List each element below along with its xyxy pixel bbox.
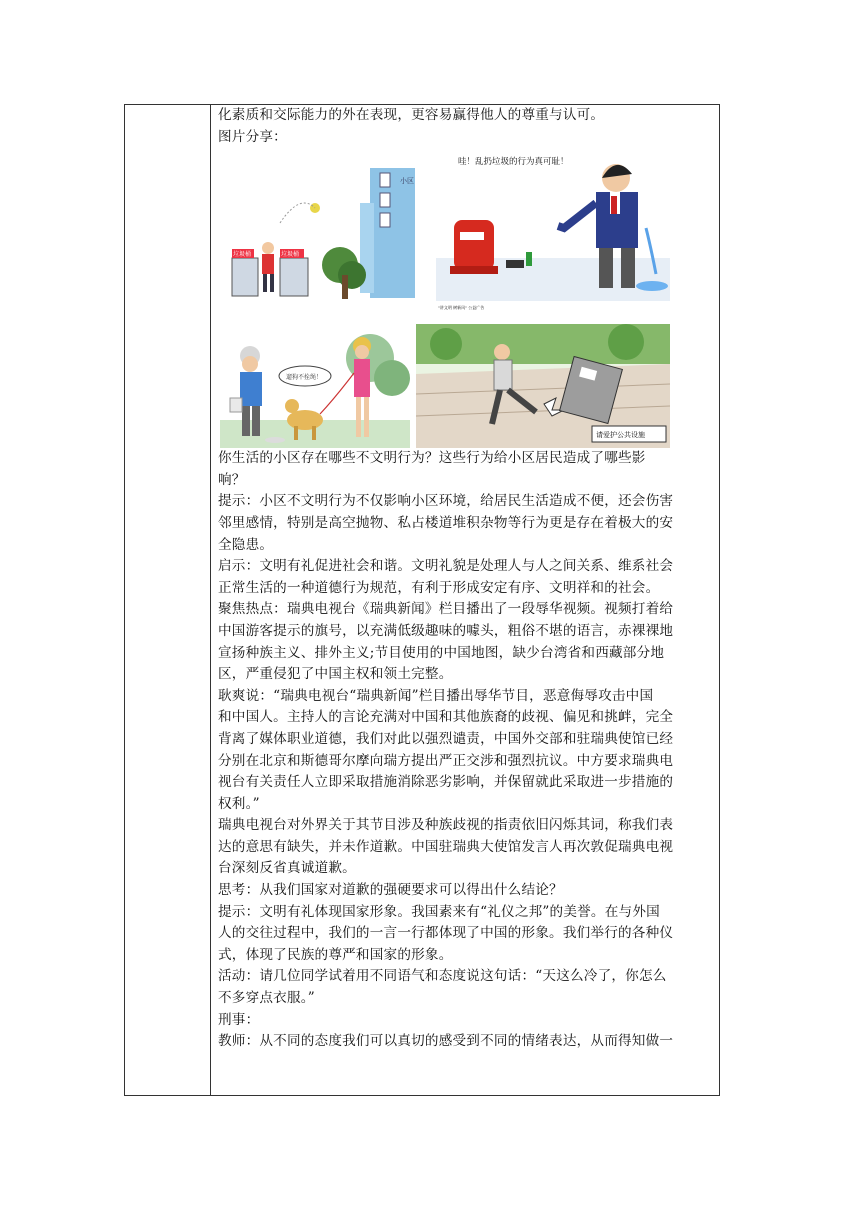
text-line: 化素质和交际能力的外在表现，更容易赢得他人的尊重与认可。	[218, 107, 605, 123]
illustration-high-throw	[220, 163, 430, 301]
text-line: 不多穿点衣服。”	[218, 990, 315, 1007]
lesson-table	[124, 104, 720, 1096]
illustration-high-throw-svg	[220, 163, 430, 301]
text-line: 视台有关责任人立即采取措施消除恶劣影响，并保留就此采取进一步措施的	[218, 774, 674, 791]
text-line: 提示：小区不文明行为不仅影响小区环境，给居民生活造成不便，还会伤害	[218, 493, 674, 510]
text-line: 中国游客提示的旗号，以充满低级趣味的噱头，粗俗不堪的语言，赤裸裸地	[218, 622, 674, 639]
illustration-littering	[436, 148, 670, 301]
illustration-label: 垃圾桶	[281, 251, 300, 259]
text-line: 和中国人。主持人的言论充满对中国和其他族裔的歧视、偏见和挑衅，完全	[218, 709, 674, 726]
text-line: 全隐患。	[218, 536, 274, 553]
illustration-dog-walking-svg	[220, 328, 410, 448]
text-line: 正常生活的一种道德行为规范，有利于形成安定有序、文明祥和的社会。	[218, 579, 660, 596]
text-line: 提示：文明有礼体现国家形象。我国素来有“礼仪之邦”的美誉。在与外国	[218, 903, 660, 920]
illustration-label: 小区	[400, 177, 414, 186]
text-line: 区，严重侵犯了中国主权和领土完整。	[218, 666, 453, 683]
text-line: 启示：文明有礼促进社会和谐。文明礼貌是处理人与人之间关系、维系社会	[218, 558, 674, 575]
text-line: 分别在北京和斯德哥尔摩向瑞方提出严正交涉和强烈抗议。中方要求瑞典电	[218, 752, 674, 769]
illustration-vandalism	[416, 324, 670, 448]
ad-header: "讲文明 树新风" 公益广告	[438, 305, 485, 311]
picture-share-grid	[218, 148, 718, 448]
text-line: 刑事：	[218, 1011, 260, 1028]
illustration-vandalism-svg	[416, 324, 670, 448]
text-line: 图片分享：	[218, 128, 287, 145]
text-line: 思考：从我们国家对道歉的强硬要求可以得出什么结论？	[218, 882, 563, 899]
text-line: 你生活的小区存在哪些不文明行为？这些行为给小区居民造成了哪些影	[218, 450, 646, 467]
text-line: 教师：从不同的态度我们可以真切的感受到不同的情绪表达，从而得知做一	[218, 1033, 674, 1050]
text-line: 达的意思有缺失，并未作道歉。中国驻瑞典大使馆发言人再次敦促瑞典电视	[218, 838, 674, 855]
table-content-cell	[218, 105, 718, 1053]
sign-text: 请爱护公共设施	[596, 431, 645, 440]
body-text	[218, 448, 718, 1053]
text-line: 耿爽说：“瑞典电视台“瑞典新闻”栏目播出辱华节目，恶意侮辱攻击中国	[218, 687, 654, 704]
speech-bubble-text: 哇！乱扔垃圾的行为真可耻！	[458, 157, 569, 168]
text-line: 活动：请几位同学试着用不同语气和态度说这句话：“天这么冷了，你怎么	[218, 968, 667, 985]
text-line: 人的交往过程中，我们的一言一行都体现了中国的形象。我们举行的各种仪	[218, 925, 674, 942]
text-line: 邻里感情，特别是高空抛物、私占楼道堆积杂物等行为更是存在着极大的安	[218, 514, 674, 531]
illustration-label: 垃圾桶	[233, 251, 252, 259]
text-line: 瑞典电视台对外界关于其节目涉及种族歧视的指责依旧闪烁其词，称我们表	[218, 817, 674, 834]
illustration-dog-walking	[220, 328, 410, 448]
text-line: 响？	[218, 471, 246, 488]
text-line: 宣扬种族主义、排外主义;节目使用的中国地图，缺少台湾省和西藏部分地	[218, 644, 665, 661]
text-line: 式，体现了民族的尊严和国家的形象。	[218, 946, 453, 963]
table-left-column	[125, 105, 211, 1095]
text-line: 背离了媒体职业道德，我们对此以强烈谴责，中国外交部和驻瑞典使馆已经	[218, 730, 674, 747]
text-line: 权利。”	[218, 795, 260, 812]
text-line: 台深刻反省真诚道歉。	[218, 860, 356, 877]
text-line: 聚焦热点：瑞典电视台《瑞典新闻》栏目播出了一段辱华视频。视频打着给	[218, 601, 674, 618]
illustration-littering-svg	[436, 148, 670, 301]
speech-bubble-text: 遛狗不拴绳！	[286, 374, 323, 382]
